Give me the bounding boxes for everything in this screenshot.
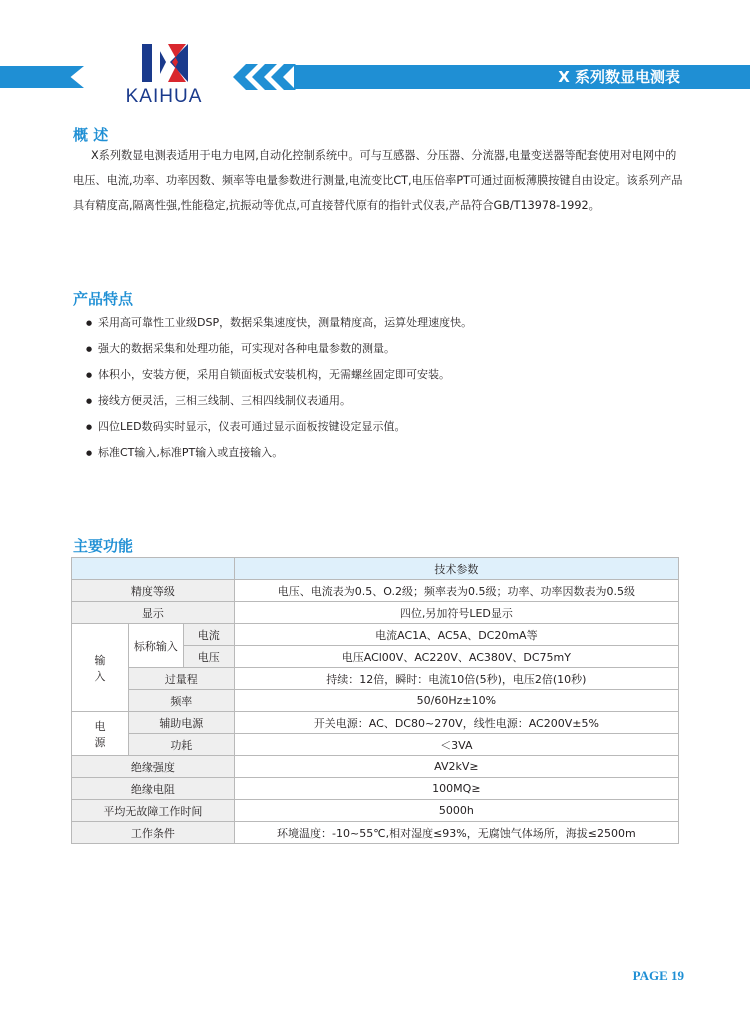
table-value: 100MQ≥ — [234, 778, 678, 800]
table-value: 环境温度：-10~55℃,相对湿度≤93%，无腐蚀气体场所，海拔≤2500m — [234, 822, 678, 844]
table-label: 精度等级 — [72, 580, 235, 602]
page-title: X 系列数显电测表 — [558, 68, 680, 86]
table-label: 绝缘电阻 — [72, 778, 235, 800]
table-label: 绝缘强度 — [72, 756, 235, 778]
table-label: 工作条件 — [72, 822, 235, 844]
table-row — [72, 712, 679, 734]
header-left-bar — [0, 66, 84, 88]
overview-line: X系列数显电测表适用于电力电网,自动化控制系统中。可与互感器、分压器、分流器,电量变送器等配套使用对电网中的 — [91, 149, 677, 162]
table-value: 开关电源：AC、DC80~270V，线性电源：AC200V±5% — [234, 712, 678, 734]
table-label: 频率 — [128, 690, 234, 712]
table-row — [72, 690, 679, 712]
table-value: 持续：12倍，瞬时：电流10倍(5秒)，电压2倍(10秒) — [234, 668, 678, 690]
table-group-power: 电 源 — [72, 712, 129, 756]
table-value: 电压、电流表为0.5、O.2级；频率表为0.5级；功率、功率因数表为0.5级 — [234, 580, 678, 602]
spec-table — [71, 557, 679, 844]
table-label: 功耗 — [128, 734, 234, 756]
table-header-empty — [72, 558, 235, 580]
table-label: 电流 — [183, 624, 234, 646]
table-header: 技术参数 — [234, 558, 678, 580]
table-row — [72, 822, 679, 844]
header-bar — [294, 65, 750, 89]
table-value: 四位,另加符号LED显示 — [234, 602, 678, 624]
table-row — [72, 778, 679, 800]
features-list — [88, 310, 472, 466]
overview-paragraph — [73, 143, 685, 218]
table-group-input: 输 入 — [72, 624, 129, 712]
table-row — [72, 580, 679, 602]
table-label: 平均无故障工作时间 — [72, 800, 235, 822]
table-label: 显示 — [72, 602, 235, 624]
overview-line: 具有精度高,隔离性强,性能稳定,抗振动等优点,可直接替代原有的指针式仪表,产品符合GB/T13978-1992。 — [73, 199, 600, 212]
table-row — [72, 602, 679, 624]
overview-heading: 概 述 — [73, 126, 109, 144]
table-value: AV2kV≥ — [234, 756, 678, 778]
table-label: 辅助电源 — [128, 712, 234, 734]
list-item: ● 四位LED数码实时显示，仪表可通过显示面板按键设定显示值。 — [88, 414, 472, 440]
list-item: ● 体积小，安装方便，采用自锁面板式安装机构，无需螺丝固定即可安装。 — [88, 362, 472, 388]
features-heading: 产品特点 — [73, 290, 134, 308]
table-value: 电压ACl00V、AC220V、AC380V、DC75mY — [234, 646, 678, 668]
table-row — [72, 800, 679, 822]
list-item: ● 采用高可靠性工业级DSP，数据采集速度快，测量精度高，运算处理速度快。 — [88, 310, 472, 336]
table-label: 电压 — [183, 646, 234, 668]
list-item: ● 强大的数据采集和处理功能，可实现对各种电量参数的测量。 — [88, 336, 472, 362]
table-row — [72, 624, 679, 646]
list-item: ● 标准CT输入,标准PT输入或直接输入。 — [88, 440, 472, 466]
page-number: PAGE 19 — [632, 968, 684, 983]
table-label: 过量程 — [128, 668, 234, 690]
list-item: ● 接线方便灵活，三相三线制、三相四线制仪表通用。 — [88, 388, 472, 414]
chevron-arrows-icon — [224, 64, 304, 90]
functions-heading: 主要功能 — [73, 537, 134, 555]
table-row — [72, 756, 679, 778]
table-value: ＜3VA — [234, 734, 678, 756]
table-row — [72, 734, 679, 756]
table-value: 50/60Hz±10% — [234, 690, 678, 712]
table-value: 电流AC1A、AC5A、DC20mA等 — [234, 624, 678, 646]
brand-name: KAIHUA — [125, 86, 203, 107]
table-row — [72, 558, 679, 580]
table-label: 标称输入 — [128, 624, 183, 668]
table-value: 5000h — [234, 800, 678, 822]
table-row — [72, 668, 679, 690]
overview-line: 电压、电流,功率、功率因数、频率等电量参数进行测量,电流变比CT,电压倍率PT可通过面板薄膜按键自由设定。该系列产品 — [73, 174, 683, 187]
